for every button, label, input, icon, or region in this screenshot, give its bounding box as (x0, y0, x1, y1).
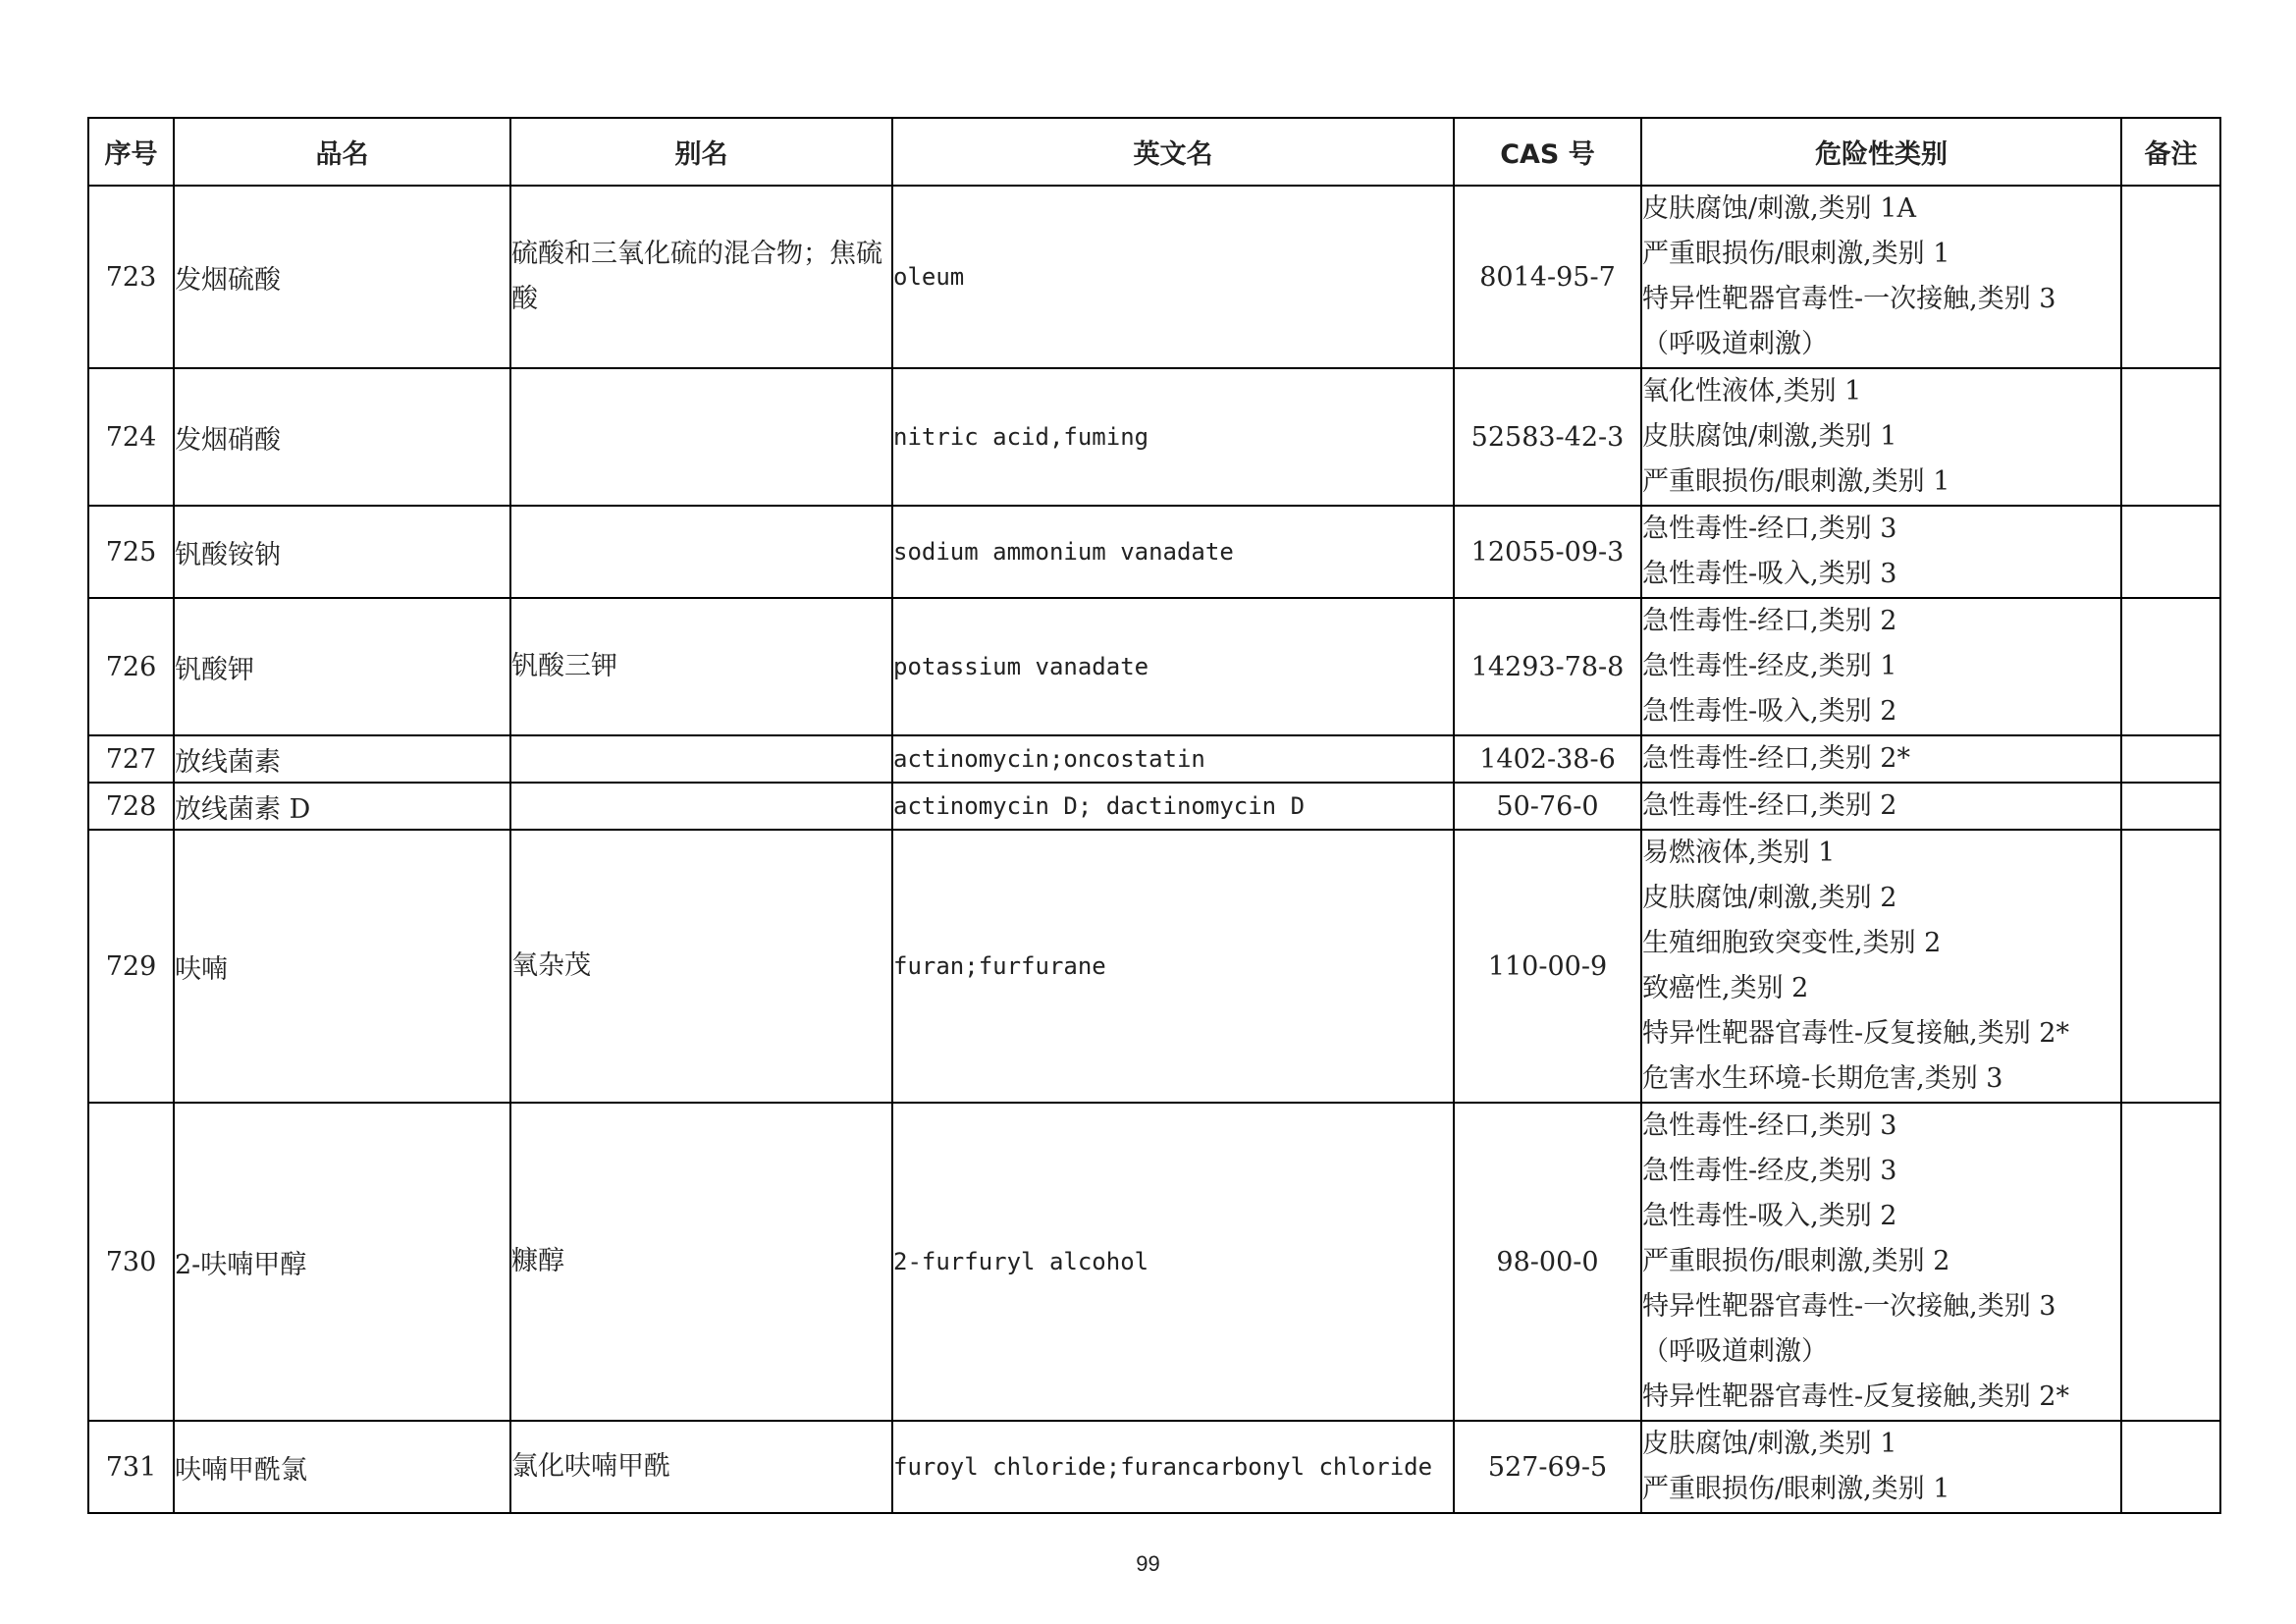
hazard-line: 特异性靶器官毒性-一次接触,类别 3 (1642, 284, 2056, 314)
row-english: furan;furfurane (892, 830, 1454, 1103)
row-cas: 12055-09-3 (1454, 506, 1641, 598)
page-number: 99 (1136, 1551, 1160, 1576)
hazard-line: 急性毒性-经口,类别 2 (1642, 606, 1897, 636)
row-cas: 110-00-9 (1454, 830, 1641, 1103)
row-name: 放线菌素 (174, 735, 510, 783)
hazard-line: 特异性靶器官毒性-反复接触,类别 2* (1642, 1381, 2069, 1412)
row-hazard (1641, 368, 2121, 506)
row-note (2121, 598, 2220, 735)
hazard-line: 皮肤腐蚀/刺激,类别 2 (1642, 883, 1897, 913)
row-alias (510, 735, 892, 783)
hazard-line: 易燃液体,类别 1 (1642, 838, 1836, 868)
hazard-line: 急性毒性-吸入,类别 2 (1642, 696, 1897, 727)
row-seq: 723 (88, 186, 174, 368)
header-seq: 序号 (88, 118, 174, 186)
row-english: furoyl chloride;furancarbonyl chloride (892, 1421, 1454, 1513)
row-seq: 731 (88, 1421, 174, 1513)
header-name: 品名 (174, 118, 510, 186)
table-body (88, 186, 2220, 1513)
row-hazard (1641, 783, 2121, 830)
row-cas: 50-76-0 (1454, 783, 1641, 830)
hazard-line: 严重眼损伤/眼刺激,类别 1 (1642, 239, 1950, 269)
row-cas: 1402-38-6 (1454, 735, 1641, 783)
row-hazard (1641, 830, 2121, 1103)
hazardous-chemicals-table (87, 117, 2221, 1514)
table-header-row (88, 118, 2220, 186)
row-note (2121, 1103, 2220, 1421)
hazard-line: 急性毒性-经口,类别 2 (1642, 790, 1897, 821)
row-alias (510, 368, 892, 506)
header-alias: 别名 (510, 118, 892, 186)
row-name: 呋喃 (174, 830, 510, 1103)
table-row (88, 735, 2220, 783)
row-english: potassium vanadate (892, 598, 1454, 735)
header-hazard: 危险性类别 (1641, 118, 2121, 186)
hazard-line: 严重眼损伤/眼刺激,类别 1 (1642, 1474, 1950, 1504)
table-row (88, 830, 2220, 1103)
row-hazard (1641, 598, 2121, 735)
hazard-line: 皮肤腐蚀/刺激,类别 1A (1642, 193, 1916, 224)
hazard-line: 急性毒性-经皮,类别 1 (1642, 651, 1897, 681)
row-note (2121, 830, 2220, 1103)
row-english: actinomycin D; dactinomycin D (892, 783, 1454, 830)
header-english: 英文名 (892, 118, 1454, 186)
row-cas: 8014-95-7 (1454, 186, 1641, 368)
row-alias: 氧杂茂 (510, 830, 892, 1103)
row-name: 呋喃甲酰氯 (174, 1421, 510, 1513)
hazard-line: 特异性靶器官毒性-反复接触,类别 2* (1642, 1018, 2069, 1049)
row-name: 钒酸钾 (174, 598, 510, 735)
table-row (88, 598, 2220, 735)
hazard-line: 致癌性,类别 2 (1642, 973, 1809, 1003)
row-note (2121, 368, 2220, 506)
table-row (88, 783, 2220, 830)
row-hazard (1641, 1421, 2121, 1513)
hazard-line: 急性毒性-经皮,类别 3 (1642, 1156, 1897, 1186)
row-alias: 钒酸三钾 (510, 598, 892, 735)
row-alias: 氯化呋喃甲酰 (510, 1421, 892, 1513)
row-hazard (1641, 186, 2121, 368)
row-cas: 14293-78-8 (1454, 598, 1641, 735)
row-alias: 硫酸和三氧化硫的混合物；焦硫酸 (510, 186, 892, 368)
hazard-line: （呼吸道刺激） (1642, 329, 1828, 359)
row-seq: 730 (88, 1103, 174, 1421)
hazard-line: （呼吸道刺激） (1642, 1336, 1828, 1367)
hazard-line: 急性毒性-吸入,类别 3 (1642, 559, 1897, 589)
row-name: 发烟硝酸 (174, 368, 510, 506)
row-note (2121, 1421, 2220, 1513)
hazard-line: 氧化性液体,类别 1 (1642, 376, 1862, 406)
hazard-line: 特异性靶器官毒性-一次接触,类别 3 (1642, 1291, 2056, 1322)
row-seq: 727 (88, 735, 174, 783)
header-cas: CAS 号 (1454, 118, 1641, 186)
header-note: 备注 (2121, 118, 2220, 186)
row-english: sodium ammonium vanadate (892, 506, 1454, 598)
hazard-line: 严重眼损伤/眼刺激,类别 2 (1642, 1246, 1950, 1276)
row-seq: 724 (88, 368, 174, 506)
row-seq: 726 (88, 598, 174, 735)
hazard-line: 急性毒性-吸入,类别 2 (1642, 1201, 1897, 1231)
hazard-line: 危害水生环境-长期危害,类别 3 (1642, 1063, 2003, 1094)
row-english: 2-furfuryl alcohol (892, 1103, 1454, 1421)
table-row (88, 368, 2220, 506)
row-cas: 527-69-5 (1454, 1421, 1641, 1513)
row-name: 放线菌素 D (174, 783, 510, 830)
row-alias (510, 506, 892, 598)
table-row (88, 186, 2220, 368)
table-row (88, 1103, 2220, 1421)
row-note (2121, 186, 2220, 368)
row-english: actinomycin;oncostatin (892, 735, 1454, 783)
row-hazard (1641, 735, 2121, 783)
row-name: 发烟硫酸 (174, 186, 510, 368)
row-english: nitric acid,fuming (892, 368, 1454, 506)
hazard-line: 生殖细胞致突变性,类别 2 (1642, 928, 1942, 958)
hazard-line: 严重眼损伤/眼刺激,类别 1 (1642, 466, 1950, 497)
row-cas: 52583-42-3 (1454, 368, 1641, 506)
table-row (88, 506, 2220, 598)
row-name: 钒酸铵钠 (174, 506, 510, 598)
row-english: oleum (892, 186, 1454, 368)
row-note (2121, 506, 2220, 598)
hazard-line: 急性毒性-经口,类别 2* (1642, 743, 1910, 774)
hazard-line: 急性毒性-经口,类别 3 (1642, 1110, 1897, 1141)
hazard-line: 皮肤腐蚀/刺激,类别 1 (1642, 1429, 1897, 1459)
row-seq: 729 (88, 830, 174, 1103)
row-name: 2-呋喃甲醇 (174, 1103, 510, 1421)
table-row (88, 1421, 2220, 1513)
row-hazard (1641, 1103, 2121, 1421)
hazard-line: 皮肤腐蚀/刺激,类别 1 (1642, 421, 1897, 452)
hazard-line: 急性毒性-经口,类别 3 (1642, 514, 1897, 544)
row-cas: 98-00-0 (1454, 1103, 1641, 1421)
row-seq: 728 (88, 783, 174, 830)
row-seq: 725 (88, 506, 174, 598)
row-hazard (1641, 506, 2121, 598)
row-note (2121, 783, 2220, 830)
row-alias (510, 783, 892, 830)
row-note (2121, 735, 2220, 783)
row-alias: 糠醇 (510, 1103, 892, 1421)
